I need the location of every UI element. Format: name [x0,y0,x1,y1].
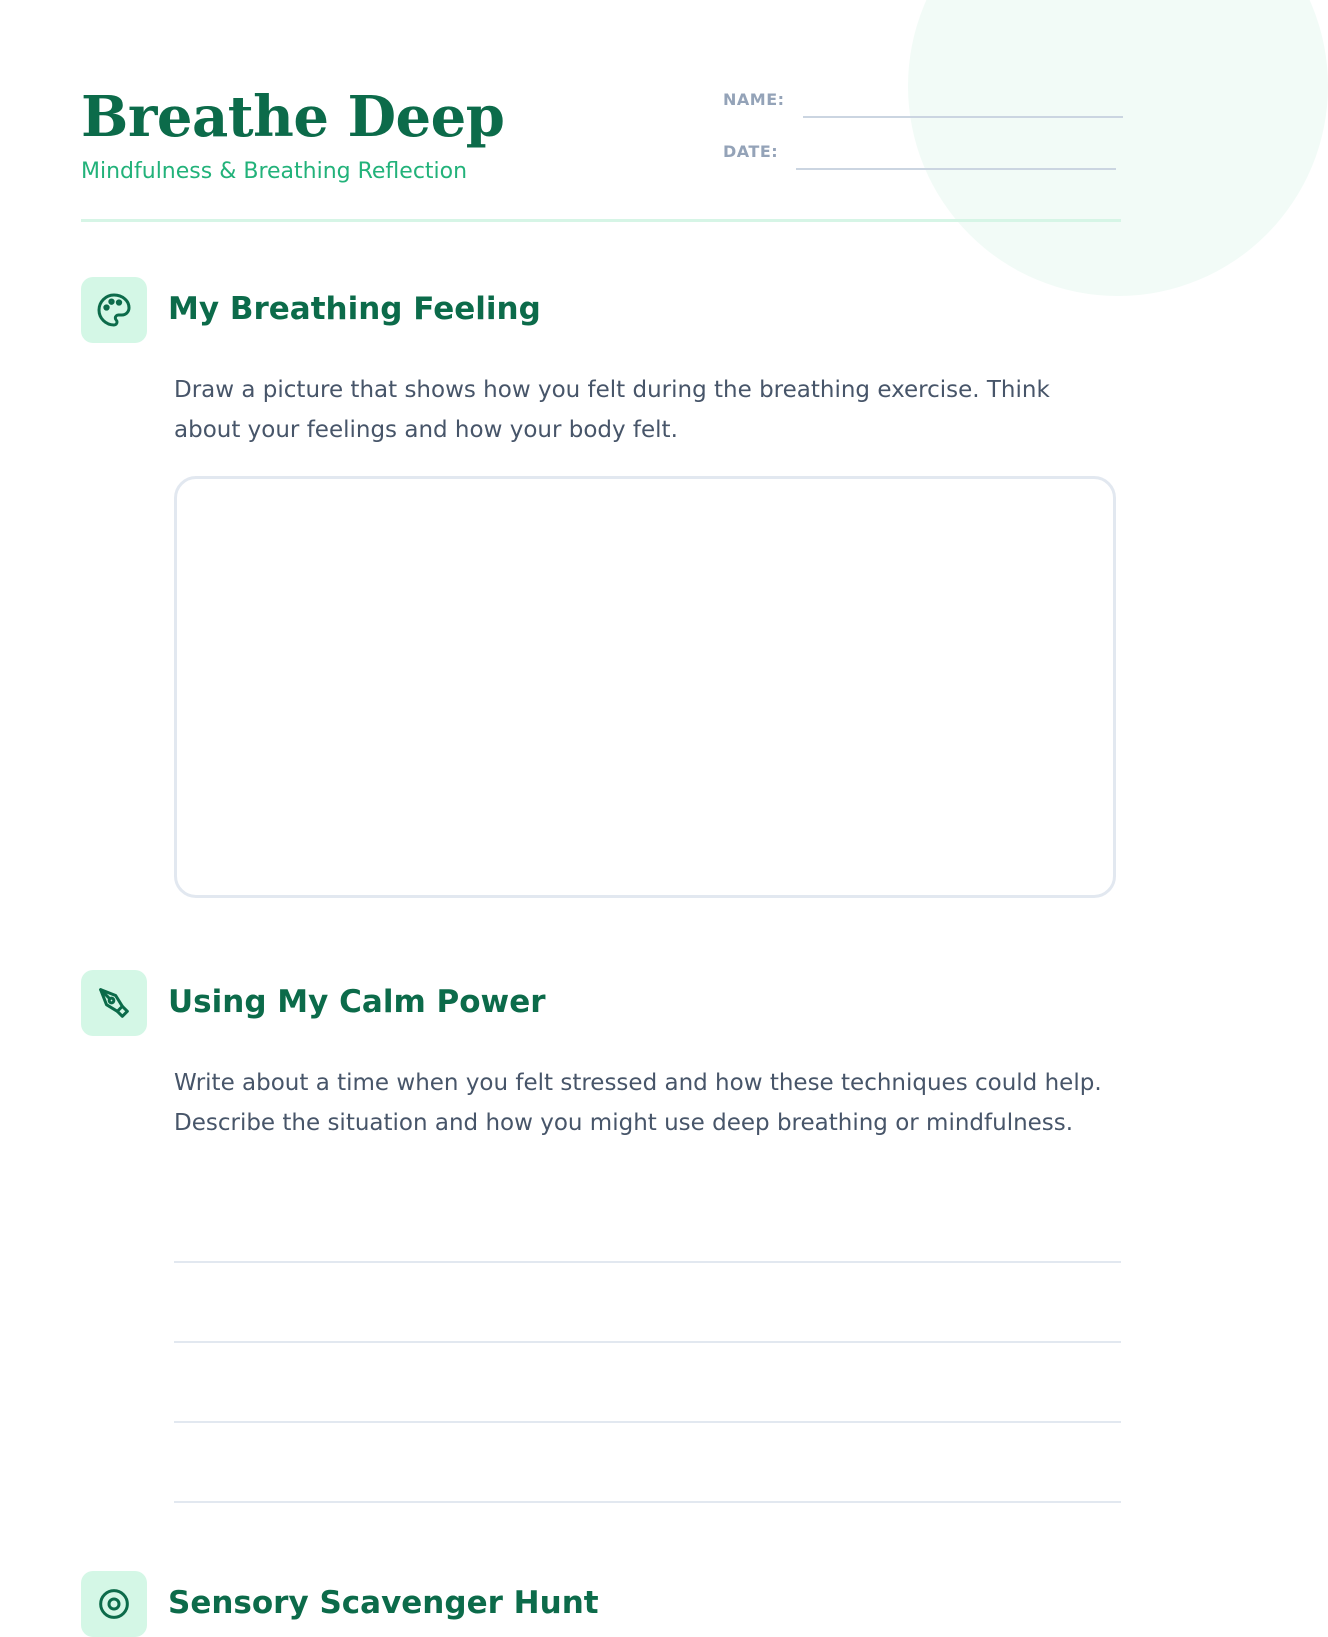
section-title: Sensory Scavenger Hunt [168,1585,599,1621]
pen-tool-icon [81,970,147,1036]
page-subtitle: Mindfulness & Breathing Reflection [81,159,468,184]
section-title: My Breathing Feeling [168,291,541,327]
date-label: DATE: [723,142,779,161]
name-label: NAME: [723,90,785,109]
writing-line[interactable] [174,1341,1121,1343]
palette-icon [81,277,147,343]
section-breathing-feeling [81,277,1121,902]
date-field[interactable] [723,140,1116,170]
section-description: Draw a picture that shows how you felt during the breathing exercise. Think about your feelings and how your body felt. [174,377,1050,443]
target-icon [81,1571,147,1637]
name-line[interactable] [803,116,1123,118]
worksheet-header [81,78,1121,218]
writing-line[interactable] [174,1501,1121,1503]
drawing-area[interactable] [174,476,1116,898]
header-divider [81,219,1121,222]
section-calm-power [81,970,1121,1510]
writing-line[interactable] [174,1421,1121,1423]
writing-line[interactable] [174,1261,1121,1263]
section-description: Write about a time when you felt stressed and how these techniques could help. Describe the situation and how you might use deep breathing or mindfulness. [174,1070,1102,1136]
section-sensory-hunt [81,1571,1121,1637]
date-line[interactable] [796,168,1116,170]
name-field[interactable] [723,88,1123,118]
section-title: Using My Calm Power [168,984,546,1020]
page-title: Breathe Deep [81,84,505,150]
